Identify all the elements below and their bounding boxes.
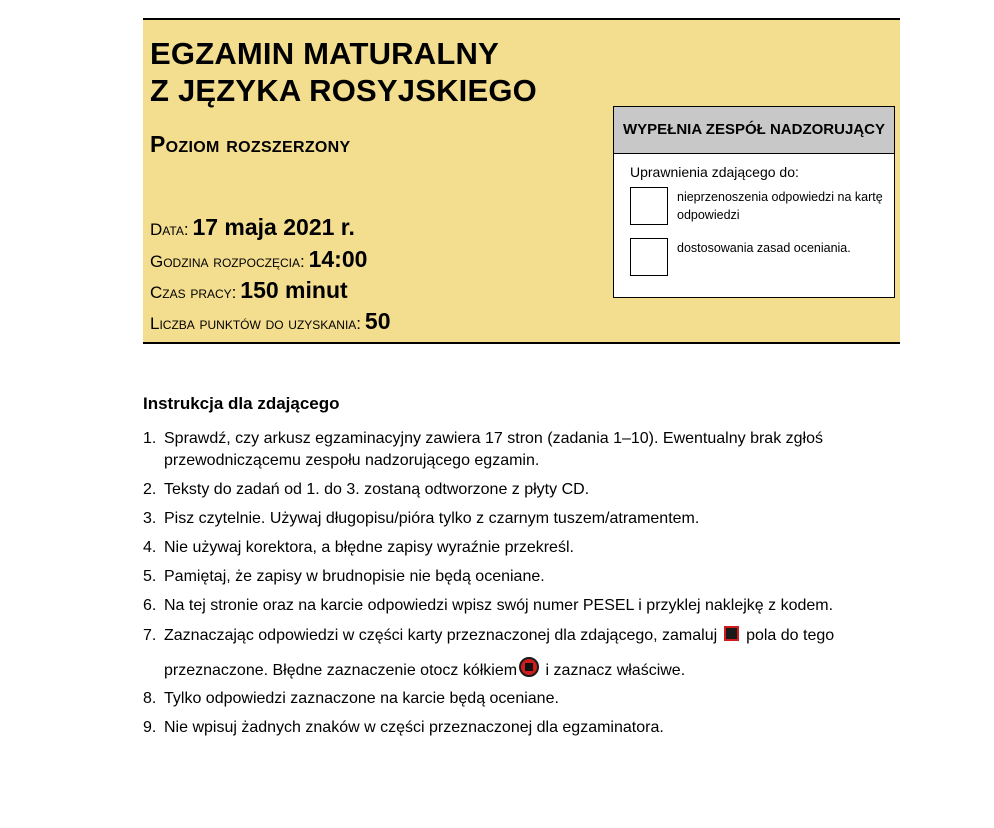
exam-date-value: 17 maja 2021 r. xyxy=(192,214,355,240)
exam-level: Poziom rozszerzony xyxy=(150,131,351,157)
item-text-c: i zaznacz właściwe. xyxy=(545,662,686,679)
exam-points xyxy=(150,310,391,333)
item-text: Tylko odpowiedzi zaznaczone na karcie będą oceniane. xyxy=(164,690,559,707)
exam-points-label: Liczba punktów do uzyskania: xyxy=(150,314,362,333)
item-number: 3. xyxy=(143,510,157,527)
item-text: Teksty do zadań od 1. do 3. zostaną odtworzone z płyty CD. xyxy=(164,481,590,498)
supervisors-panel xyxy=(613,106,895,298)
item-text: Pisz czytelnie. Używaj długopisu/pióra tylko z czarnym tuszem/atramentem. xyxy=(164,510,700,527)
exam-duration xyxy=(150,279,348,302)
exam-title-line2: Z JĘZYKA ROSYJSKIEGO xyxy=(150,73,537,108)
item-number: 5. xyxy=(143,568,157,585)
no-transfer-label: nieprzenoszenia odpowiedzi na kartę odpowiedzi xyxy=(677,190,883,222)
instructions-title: Instrukcja dla zdającego xyxy=(143,394,340,413)
exam-title xyxy=(150,35,537,109)
item-number: 6. xyxy=(143,597,157,614)
item-text: Nie wpisuj żadnych znaków w części przeznaczonej dla egzaminatora. xyxy=(164,719,664,736)
supervisors-panel-subtitle: Uprawnienia zdającego do: xyxy=(630,164,799,180)
exam-date-label: Data: xyxy=(150,220,189,239)
exam-title-line1: EGZAMIN MATURALNY xyxy=(150,36,499,71)
adjusted-grading-checkbox[interactable] xyxy=(630,238,668,276)
exam-duration-value: 150 minut xyxy=(240,277,348,303)
list-item xyxy=(143,566,903,588)
item-text: Na tej stronie oraz na karcie odpowiedzi wpisz swój numer PESEL i przyklej naklejkę z kodem. xyxy=(164,597,834,614)
exam-date xyxy=(150,216,355,239)
item-number: 8. xyxy=(143,690,157,707)
item-text-a: Zaznaczając odpowiedzi w części karty przeznaczonej dla zdającego, zamaluj xyxy=(164,627,718,644)
exam-points-value: 50 xyxy=(364,308,391,334)
adjusted-grading-label: dostosowania zasad oceniania. xyxy=(677,241,851,255)
item-number: 4. xyxy=(143,539,157,556)
item-text: Pamiętaj, że zapisy w brudnopisie nie będą oceniane. xyxy=(164,568,545,585)
exam-start-time xyxy=(150,248,367,271)
exam-duration-label: Czas pracy: xyxy=(150,283,237,302)
item-number: 1. xyxy=(143,430,157,447)
exam-start-value: 14:00 xyxy=(308,246,368,272)
item-text: Nie używaj korektora, a błędne zapisy wyraźnie przekreśl. xyxy=(164,539,574,556)
item-number: 2. xyxy=(143,481,157,498)
list-item xyxy=(143,717,903,739)
list-item xyxy=(143,688,903,710)
list-item xyxy=(143,508,903,530)
list-item xyxy=(143,479,903,501)
list-item xyxy=(143,618,903,688)
instructions-list xyxy=(143,428,903,746)
supervisors-panel-title: WYPEŁNIA ZESPÓŁ NADZORUJĄCY xyxy=(614,107,894,154)
exam-start-label: Godzina rozpoczęcia: xyxy=(150,252,305,271)
item-number: 9. xyxy=(143,719,157,736)
item-text-b: pola do tego przeznaczone. Błędne zaznaczenie otocz kółkiem xyxy=(164,627,835,679)
item-text: Sprawdź, czy arkusz egzaminacyjny zawiera 17 stron (zadania 1–10). Ewentualny brak zgłoś przewodniczącemu zespołu nadzorującego egzamin. xyxy=(164,430,823,469)
list-item xyxy=(143,428,903,472)
filled-square-icon xyxy=(724,626,739,641)
circled-square-icon xyxy=(519,657,539,677)
list-item xyxy=(143,595,903,617)
no-transfer-checkbox[interactable] xyxy=(630,187,668,225)
exam-header xyxy=(143,18,900,344)
item-number: 7. xyxy=(143,627,157,644)
list-item xyxy=(143,537,903,559)
